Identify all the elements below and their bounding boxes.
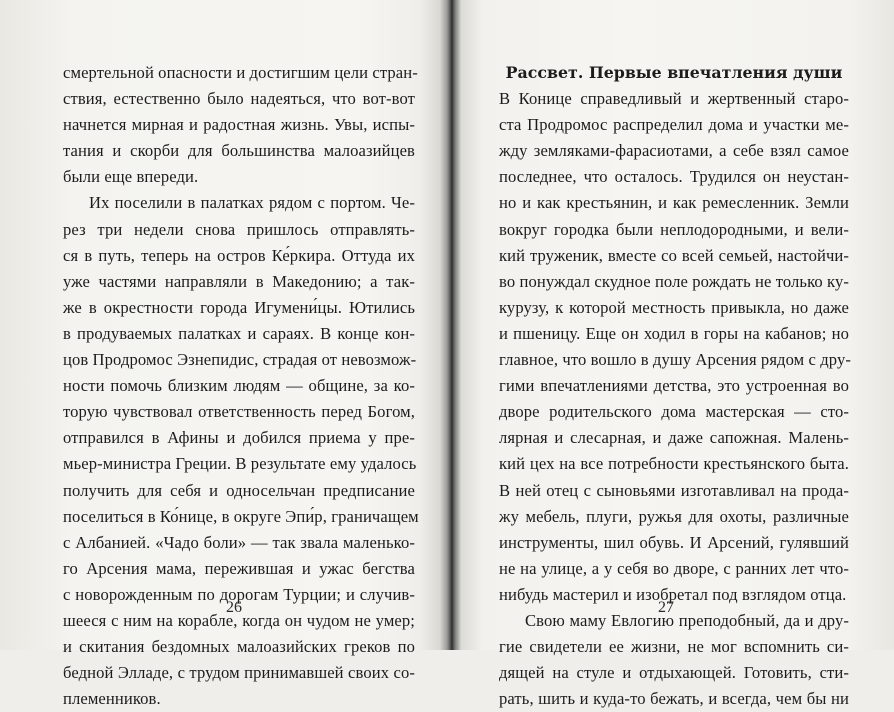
text-line: тания и скорби для большинства малоазийцев <box>63 141 415 161</box>
text-line: но и как крестьянин, и как ремесленник. Земли <box>499 193 849 213</box>
text-line: были еще впереди. <box>63 167 199 187</box>
text-line: с Албанией. «Чадо боли» — так звала маленько- <box>63 532 415 552</box>
text-line: поселиться в Ко́нице, в округе Эпи́р, граничащем <box>63 506 419 526</box>
text-line: В ней отец с сыновьями изготавливал на прода- <box>499 480 849 500</box>
left-page <box>0 0 447 709</box>
text-line: вокруг городка были неплодородными, и вели- <box>499 219 849 239</box>
text-line: гие свидетели ее жизни, не мог вспомнить си- <box>499 637 849 657</box>
page-number: 27 <box>658 599 674 616</box>
text-line: кий труженик, вместе со всей семьей, настойчи- <box>499 245 849 265</box>
text-line: и пшеницу. Еще он ходил в горы на кабанов; но <box>499 323 849 343</box>
text-line: инструменты, шил обувь. И Арсений, гулявший <box>499 532 849 552</box>
text-line: рез три недели снова пришлось отправлять- <box>63 219 415 239</box>
text-line: нибудь мастерил и изобретал под взглядом отца. <box>499 584 847 604</box>
text-line: последнее, что осталось. Трудился он неустан- <box>499 167 849 187</box>
text-line: ся в путь, теперь на остров Ке́ркира. Оттуда их <box>63 245 415 265</box>
text-line: не на улице, а у себя во дворе, с ранних лет что- <box>499 558 849 578</box>
text-line: жу мебель, плуги, ружья для охоты, различные <box>499 506 849 526</box>
text-line: племенников. <box>63 689 161 709</box>
text-line: ствия, естественно было надеяться, что вот-вот <box>63 89 415 109</box>
text-line: получить для себя и односельчан предписание <box>63 480 415 500</box>
text-line: курузу, к которой местность привыкла, но даже <box>499 297 849 317</box>
text-line: Свою маму Евлогию преподобный, да и дру- <box>525 610 849 630</box>
text-line: во понуждал скудное поле рождать не только ку- <box>499 271 849 291</box>
text-line: отправился в Афины и добился приема у пре- <box>63 428 415 448</box>
text-line: и скитания бездомных малоазийских греков по <box>63 637 415 657</box>
text-line: с новорожденным по дорогам Турции; и случив- <box>63 584 415 604</box>
text-line: лярная и слесарная, и даже сапожная. Малень- <box>499 428 849 448</box>
text-line: цов Продромос Эзнепидис, страдая от невозмож- <box>63 350 417 370</box>
text-line: рать, шить и куда-то бежать, и всегда, чем бы ни <box>499 689 849 709</box>
text-line: В Конице справедливый и жертвенный старо- <box>499 89 849 109</box>
text-line: в продуваемых палатках и сараях. В конце кон- <box>63 323 415 343</box>
text-line: ности помочь близким людям — общине, за ко- <box>63 376 415 396</box>
text-line: кий цех на все потребности крестьянского быта. <box>499 454 849 474</box>
text-line: главное, что вошло в душу Арсения рядом с дру- <box>499 350 851 370</box>
text-line: го Арсения мама, пережившая и ужас бегства <box>63 558 415 578</box>
text-line: начнется мирная и радостная жизнь. Увы, испы- <box>63 115 415 135</box>
right-page-text <box>499 60 849 712</box>
text-line: же в окрестности города Игумени́цы. Ютились <box>63 297 415 317</box>
text-line: жду земляками-фарасиотами, а себе взял самое <box>499 141 849 161</box>
text-line: ста Продромос распределил дома и участки ме- <box>499 115 849 135</box>
text-line: торую чувствовал ответственность перед Богом, <box>63 402 415 422</box>
text-line: уже частями направляли в Македонию; а так- <box>63 271 415 291</box>
text-line: бедной Элладе, с трудом принимавшей своих со- <box>63 663 415 683</box>
page-number: 26 <box>226 599 242 616</box>
text-line: смертельной опасности и достигшим цели стран- <box>63 63 418 82</box>
text-line: дящей на стуле и отдыхающей. Готовить, сти- <box>499 663 849 683</box>
text-line: шееся с ним на корабле, когда он чудом не умер; <box>63 610 415 630</box>
chapter-heading: Рассвет. Первые впечатления души <box>505 63 843 82</box>
text-line: гими впечатлениями детства, это устроенная во <box>499 376 849 396</box>
text-line: дворе родительского дома мастерская — сто- <box>499 402 849 422</box>
text-line: Их поселили в палатках рядом с портом. Че- <box>89 193 415 213</box>
text-line: мьер-министра Греции. В результате ему удалось <box>63 454 417 474</box>
right-page <box>452 0 894 709</box>
